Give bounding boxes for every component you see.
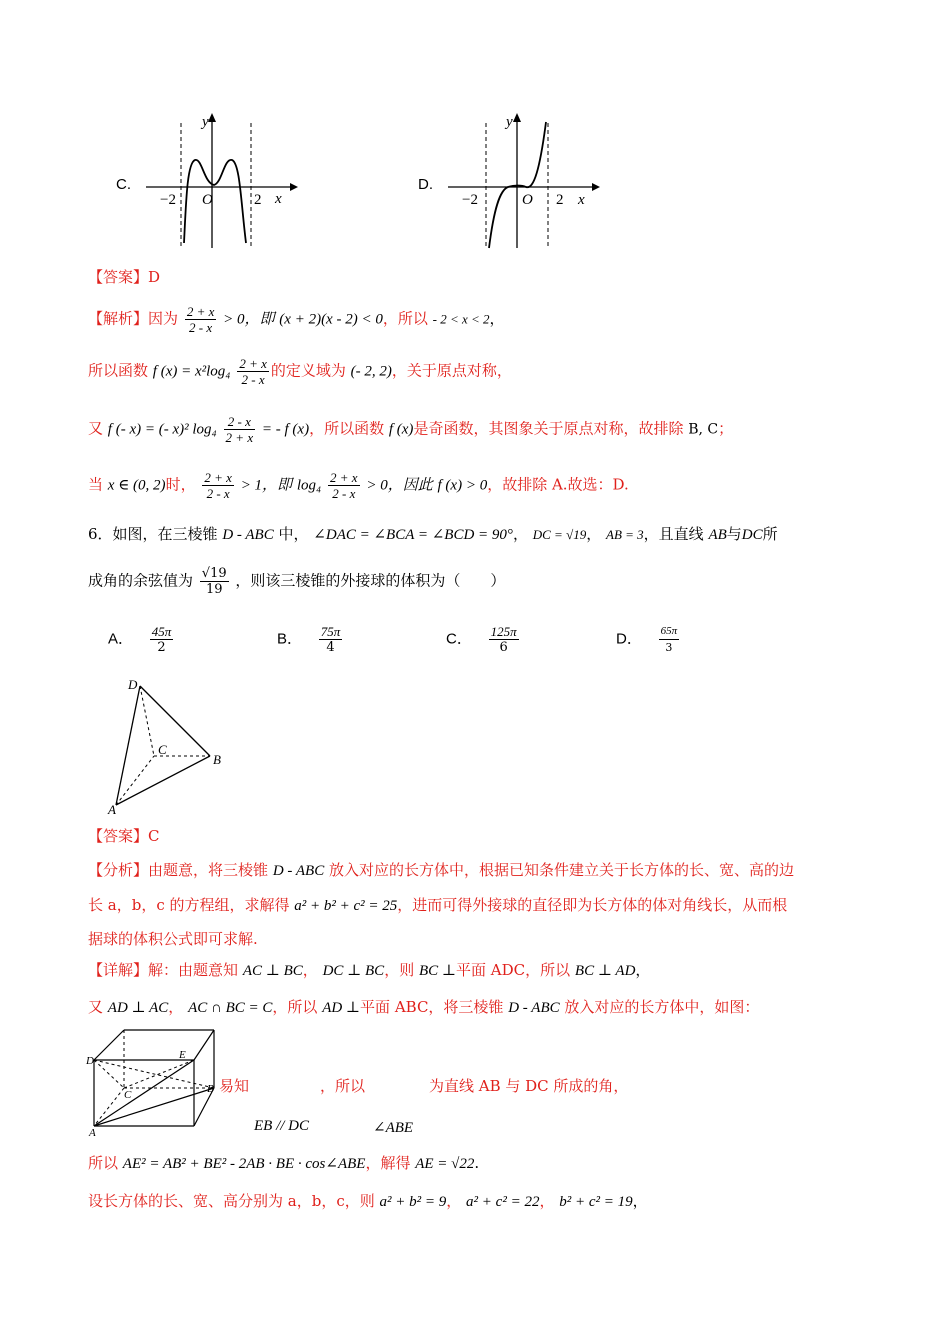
option-label: D． xyxy=(616,630,642,648)
math: D - ABC xyxy=(272,863,325,879)
fraction xyxy=(200,566,229,597)
graph-d-neg2: −2 xyxy=(462,192,478,208)
math: AB xyxy=(708,527,727,543)
frac-den: 3 xyxy=(665,641,673,654)
text: 时， xyxy=(165,475,196,494)
q6-stem-line1 xyxy=(88,524,778,545)
text: ，进而可得外接球的直径即为长方体的体对角线长，从而根 xyxy=(397,896,788,914)
math: (- 2, 2) xyxy=(350,363,392,380)
text: 当 xyxy=(88,475,104,494)
frac-num: 125π xyxy=(490,624,517,639)
math: a² + b² + c² = 25 xyxy=(294,898,398,914)
fraction xyxy=(202,470,234,501)
frac-num: 2 - x xyxy=(224,414,256,430)
q6-fenxi-line3: 据球的体积公式即可求解. xyxy=(88,930,258,948)
vertex-c: C xyxy=(158,742,167,757)
text: 为直线 AB 与 DC 所成的角， xyxy=(429,1077,629,1095)
text: ，则 xyxy=(384,961,415,979)
text: ， xyxy=(539,1192,555,1210)
frac-den: 2 - x xyxy=(189,320,213,335)
text: 放入对应的长方体中，根据已知条件建立关于长方体的长、宽、高的边 xyxy=(328,861,794,879)
text: ，所以 xyxy=(320,1077,366,1095)
text: . xyxy=(474,1154,480,1172)
math: f (x) xyxy=(388,421,414,438)
math: AE = √22 xyxy=(415,1156,475,1172)
option-c[interactable] xyxy=(446,624,521,655)
text: ，解得 xyxy=(365,1154,411,1172)
graph-d-x: x xyxy=(578,192,585,208)
text: 所以 xyxy=(88,1154,119,1172)
option-label: C． xyxy=(446,630,472,648)
math: AD ⊥ xyxy=(322,1000,361,1016)
math: BC ⊥ AD xyxy=(574,963,636,979)
box-vertex-e: E xyxy=(179,1049,186,1061)
text: 平面 ADC，所以 xyxy=(456,961,571,979)
text: ， xyxy=(168,998,184,1016)
text: ，则该三棱锥的外接球的体积为（ ） xyxy=(235,571,506,590)
q6-fenxi-line1 xyxy=(88,860,794,881)
math: D - ABC xyxy=(508,1000,560,1016)
option-b[interactable] xyxy=(277,624,344,655)
fraction xyxy=(489,624,519,655)
fraction xyxy=(328,470,360,501)
text: > 1，即 xyxy=(240,477,293,494)
box-vertex-d: D xyxy=(86,1055,94,1067)
vertex-b: B xyxy=(213,752,221,767)
box-vertex-a: A xyxy=(89,1127,96,1139)
box-figure xyxy=(84,1022,224,1140)
graph-c-y: y xyxy=(202,114,209,130)
math: - 2 < x < 2 xyxy=(432,311,490,327)
option-d[interactable] xyxy=(616,624,681,655)
text: ， xyxy=(635,961,651,979)
frac-den: 2 - x xyxy=(241,372,265,387)
text: 所 xyxy=(762,525,778,543)
math: DC ⊥ BC xyxy=(322,963,385,979)
math: = - f (x) xyxy=(261,421,310,438)
text: ， xyxy=(302,961,318,979)
xiangjie-tag: 【详解】 xyxy=(88,961,149,979)
text: > 0，因此 xyxy=(366,477,433,494)
text: ， xyxy=(632,1192,648,1210)
math: DC = √19 xyxy=(532,527,587,542)
q5-jiexi-line1 xyxy=(88,304,505,335)
frac-num: 45π xyxy=(151,624,172,639)
tetrahedron-figure xyxy=(104,672,234,817)
text: 解：由题意知 xyxy=(148,961,239,979)
text: ，关于原点对称， xyxy=(391,361,512,380)
text: ， xyxy=(586,525,602,543)
graph-d xyxy=(442,108,602,253)
option-d-label: D. xyxy=(418,176,433,193)
text: 设长方体的长、宽、高分别为 a，b，c，则 xyxy=(88,1192,375,1210)
math: AE² = AB² + BE² - 2AB · BE · cos∠ABE xyxy=(122,1156,366,1172)
text: 放入对应的长方体中，如图： xyxy=(564,998,760,1016)
text: ，所以 xyxy=(272,998,318,1016)
text: ，且直线 xyxy=(643,525,704,543)
math: AD ⊥ AC xyxy=(107,1000,169,1016)
frac-den: 2 - x xyxy=(206,486,230,501)
q6-xiangjie-line1 xyxy=(88,960,650,981)
text: 6．如图，在三棱锥 xyxy=(88,525,218,543)
math: BC ⊥ xyxy=(418,963,457,979)
math: ∠ABE xyxy=(373,1120,414,1136)
graph-c-pos2: 2 xyxy=(254,192,262,208)
text: 因为 xyxy=(148,309,179,328)
text: 与 xyxy=(726,525,742,543)
frac-num: 75π xyxy=(320,624,341,639)
frac-num: 2 + x xyxy=(239,356,267,371)
vertex-a: A xyxy=(108,802,116,817)
math: DC xyxy=(741,527,763,543)
math: b² + c² = 19 xyxy=(559,1194,633,1210)
frac-den: 6 xyxy=(499,640,508,655)
text: ， xyxy=(512,525,528,543)
q5-answer: 【答案】D xyxy=(88,268,161,286)
q6-xiangjie-line5 xyxy=(88,1191,648,1212)
math: log₄ xyxy=(296,477,322,494)
graph-c-origin: O xyxy=(202,192,213,208)
frac-den: 2 xyxy=(157,640,166,655)
graph-d-origin: O xyxy=(522,192,533,208)
option-label: A． xyxy=(108,630,134,648)
fraction xyxy=(319,624,343,655)
math: ∠DAC = ∠BCA = ∠BCD = 90° xyxy=(313,527,513,543)
frac-num: 2 + x xyxy=(330,470,358,485)
fraction xyxy=(237,356,269,387)
text: ， xyxy=(489,309,505,328)
math: AB = 3 xyxy=(606,527,644,542)
math: AC ∩ BC = C xyxy=(188,1000,273,1016)
option-c-label: C. xyxy=(116,176,131,193)
math: f (x) = x²log₄ xyxy=(152,363,231,380)
math: a² + b² = 9 xyxy=(379,1194,447,1210)
math: B, C xyxy=(688,421,719,438)
math: D - ABC xyxy=(222,527,274,543)
q5-jiexi-line4 xyxy=(88,470,629,501)
option-label: B． xyxy=(277,630,303,648)
frac-num: 2 + x xyxy=(186,304,215,319)
text: 平面 ABC，将三棱锥 xyxy=(360,998,504,1016)
fraction xyxy=(150,624,174,655)
text: ； xyxy=(718,419,734,438)
frac-den: 2 - x xyxy=(332,486,356,501)
graph-d-y: y xyxy=(506,114,513,130)
frac-den: 2 + x xyxy=(225,430,254,445)
text: ，所以函数 xyxy=(309,419,385,438)
math: f (x) > 0 xyxy=(437,477,488,494)
text: 又 xyxy=(88,419,104,438)
text: ，所以 xyxy=(382,309,428,328)
text: 中， xyxy=(278,525,309,543)
q6-xiangjie-line2 xyxy=(88,997,759,1018)
math: x ∈ (0, 2) xyxy=(107,477,166,494)
box-vertex-b: B xyxy=(207,1083,214,1095)
math: f (- x) = (- x)² log₄ xyxy=(107,421,217,438)
graph-c xyxy=(140,108,300,253)
frac-num: 2 + x xyxy=(204,470,232,485)
q5-jiexi-line2 xyxy=(88,356,512,387)
text: ， xyxy=(446,1192,462,1210)
text: 易知 xyxy=(219,1077,250,1095)
math: (x + 2)(x - 2) < 0 xyxy=(279,311,383,328)
text: 又 xyxy=(88,998,104,1016)
graph-d-pos2: 2 xyxy=(556,192,564,208)
text: > 0，即 xyxy=(223,311,275,328)
jiexi-tag: 【解析】 xyxy=(88,309,149,328)
graph-c-neg2: −2 xyxy=(160,192,176,208)
option-a[interactable] xyxy=(108,624,175,655)
q6-stem-line2 xyxy=(88,566,505,597)
text: 所以函数 xyxy=(88,361,149,380)
box-vertex-c: C xyxy=(124,1089,132,1101)
q6-xiangjie-line4 xyxy=(88,1153,479,1174)
graph-c-x: x xyxy=(275,191,282,207)
fenxi-tag: 【分析】 xyxy=(88,861,149,879)
frac-num: 65π xyxy=(659,624,680,640)
q5-jiexi-line3 xyxy=(88,414,733,445)
text: 是奇函数，其图象关于原点对称，故排除 xyxy=(413,419,684,438)
fraction xyxy=(224,414,256,445)
text: 成角的余弦值为 xyxy=(88,571,194,590)
text: 长 a，b，c 的方程组，求解得 xyxy=(88,896,290,914)
q6-fenxi-line2 xyxy=(88,895,787,916)
math: AC ⊥ BC xyxy=(242,963,303,979)
fraction xyxy=(659,624,680,655)
frac-den: 4 xyxy=(326,640,335,655)
math: a² + c² = 22 xyxy=(466,1194,540,1210)
text: 的定义域为 xyxy=(270,361,346,380)
frac-den: 19 xyxy=(205,582,223,597)
vertex-d: D xyxy=(128,677,138,692)
q6-answer: 【答案】C xyxy=(88,827,160,845)
text: 由题意，将三棱锥 xyxy=(148,861,269,879)
frac-num: √19 xyxy=(201,566,227,581)
text: ，故排除 A.故选：D. xyxy=(487,475,629,494)
fraction xyxy=(185,304,217,335)
math: EB // DC xyxy=(254,1118,309,1134)
